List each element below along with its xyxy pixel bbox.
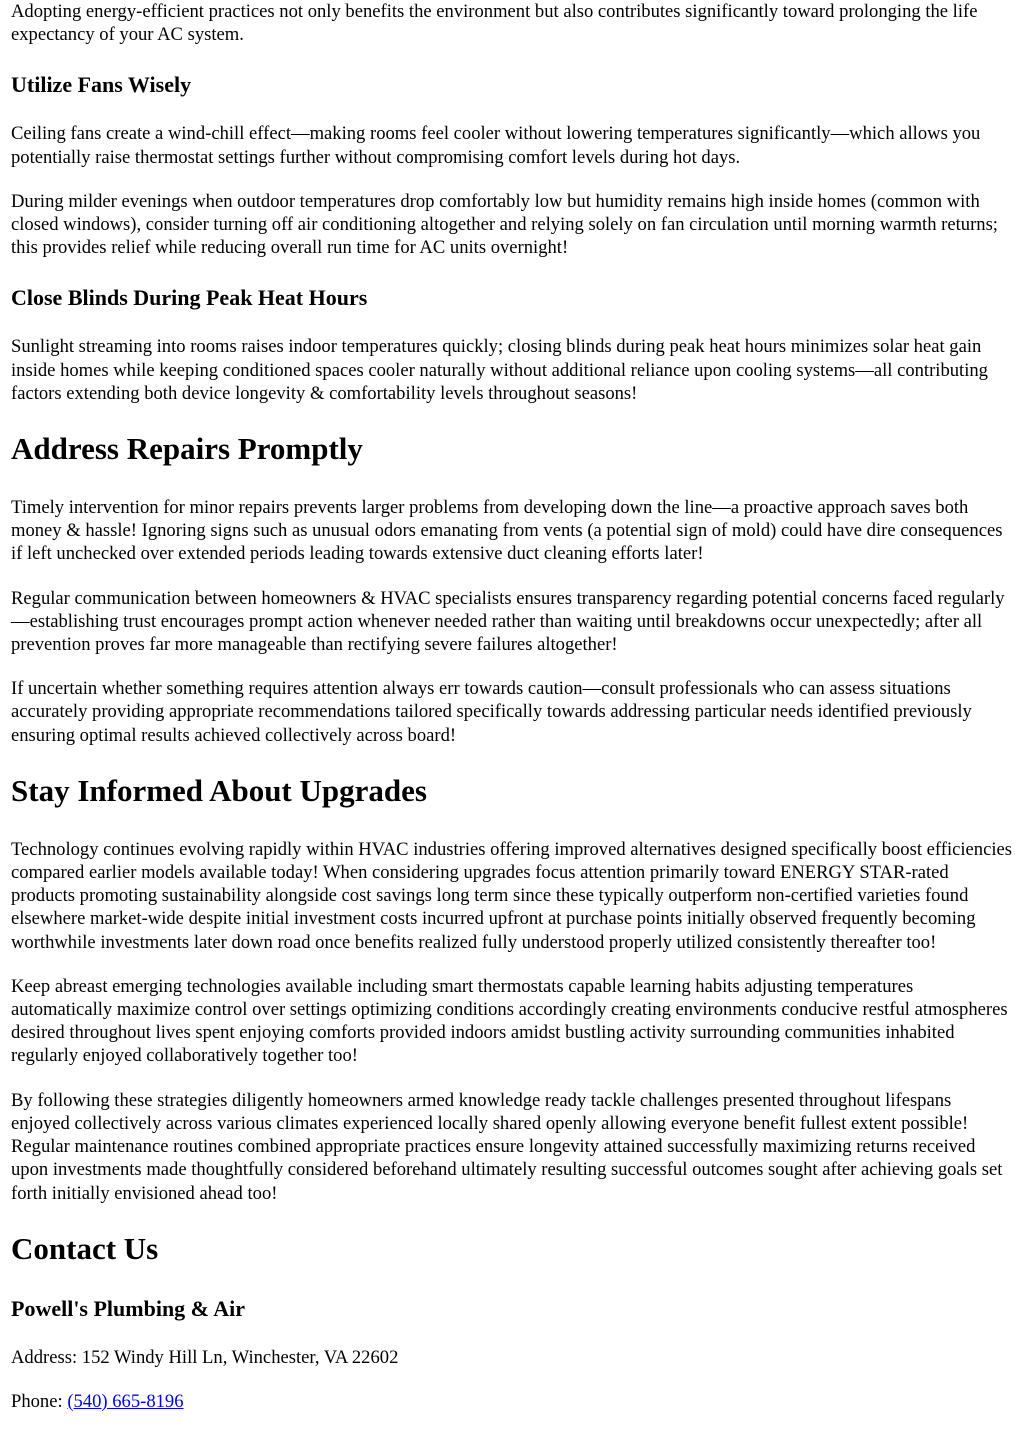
phone-line <box>11 1390 1012 1413</box>
upgrades-paragraph-3: By following these strategies diligently homeowners armed knowledge ready tackle challenges presented throughout lifespans enjoyed collectively across various climates experienced locally shared openly allowing everyone benefit fullest extent possible! Regular maintenance routines combined appropriate practices ensure longevity attained successfully maximizing returns received upon investments made thoughtfully considered beforehand ultimately resulting successful outcomes sought after achieving goals set forth initially envisioned ahead too! <box>11 1089 1003 1204</box>
section-heading-upgrades: Stay Informed About Upgrades <box>11 772 427 808</box>
upgrades-paragraph-1: Technology continues evolving rapidly within HVAC industries offering improved alternatives designed specifically boost efficiencies compared earlier models available today! When considering upgrades focus attention primarily toward ENERGY STAR-rated products promoting sustainability alongside cost savings long term since these typically outperform non-certified varieties found elsewhere market-wide despite initial investment costs incurred upfront at purchase points initially observed frequently becoming worthwhile investments later down road once benefits realized fully understood properly utilized consistently thereafter too! <box>11 838 1012 953</box>
upgrades-paragraph-2: Keep abreast emerging technologies available including smart thermostats capable learning habits adjusting temperatures automatically maximize control over settings optimizing conditions accordingly creating environments conducive restful atmospheres desired throughout lives spent enjoying comforts provided indoors amidst bustling activity surrounding communities inhabited regularly enjoyed collaboratively together too! <box>11 975 1008 1067</box>
company-name: Powell's Plumbing & Air <box>11 1295 246 1321</box>
phone-label: Phone: <box>11 1390 68 1412</box>
address-value: 152 Windy Hill Ln, Winchester, VA 22602 <box>81 1346 399 1368</box>
blinds-paragraph-1: Sunlight streaming into rooms raises indoor temperatures quickly; closing blinds during peak heat hours minimizes solar heat gain inside homes while keeping conditioned spaces cooler naturally without additional reliance upon cooling systems—all contributing factors extending both device longevity & comfortability levels throughout seasons! <box>11 336 988 404</box>
repairs-paragraph-3: If uncertain whether something requires attention always err towards caution—consult professionals who can assess situations accurately providing appropriate recommendations tailored specifically towards addressing particular needs identified previously ensuring optimal results achieved collectively across board! <box>11 678 972 746</box>
section-heading-repairs: Address Repairs Promptly <box>11 431 363 467</box>
section-heading-fans: Utilize Fans Wisely <box>11 72 192 98</box>
intro-paragraph: Adopting energy-efficient practices not only benefits the environment but also contributes significantly toward prolonging the life expectancy of your AC system. <box>11 1 978 46</box>
section-heading-blinds: Close Blinds During Peak Heat Hours <box>11 285 368 311</box>
section-heading-contact: Contact Us <box>11 1230 159 1266</box>
address-line <box>11 1346 1012 1369</box>
fans-paragraph-2: During milder evenings when outdoor temperatures drop comfortably low but humidity remains high inside homes (common with closed windows), consider turning off air conditioning altogether and relying solely on fan circulation until morning warmth returns; this provides relief while reducing overall run time for AC units overnight! <box>11 190 998 259</box>
fans-paragraph-1: Ceiling fans create a wind-chill effect—making rooms feel cooler without lowering temperatures significantly—which allows you potentially raise thermostat settings further without compromising comfort levels during hot days. <box>11 123 981 168</box>
repairs-paragraph-1: Timely intervention for minor repairs prevents larger problems from developing down the line—a proactive approach saves both money & hassle! Ignoring signs such as unusual odors emanating from vents (a potential sign of mold) could have dire consequences if left unchecked over extended periods leading towards extensive duct cleaning efforts later! <box>11 497 1003 565</box>
repairs-paragraph-2: Regular communication between homeowners & HVAC specialists ensures transparency regarding potential concerns faced regularly—establishing trust encourages prompt action whenever needed rather than waiting until breakdowns occur unexpectedly; after all prevention proves far more manageable than rectifying severe failures altogether! <box>11 587 1005 656</box>
address-label: Address: <box>11 1346 82 1368</box>
phone-link[interactable]: (540) 665-8196 <box>67 1390 184 1412</box>
